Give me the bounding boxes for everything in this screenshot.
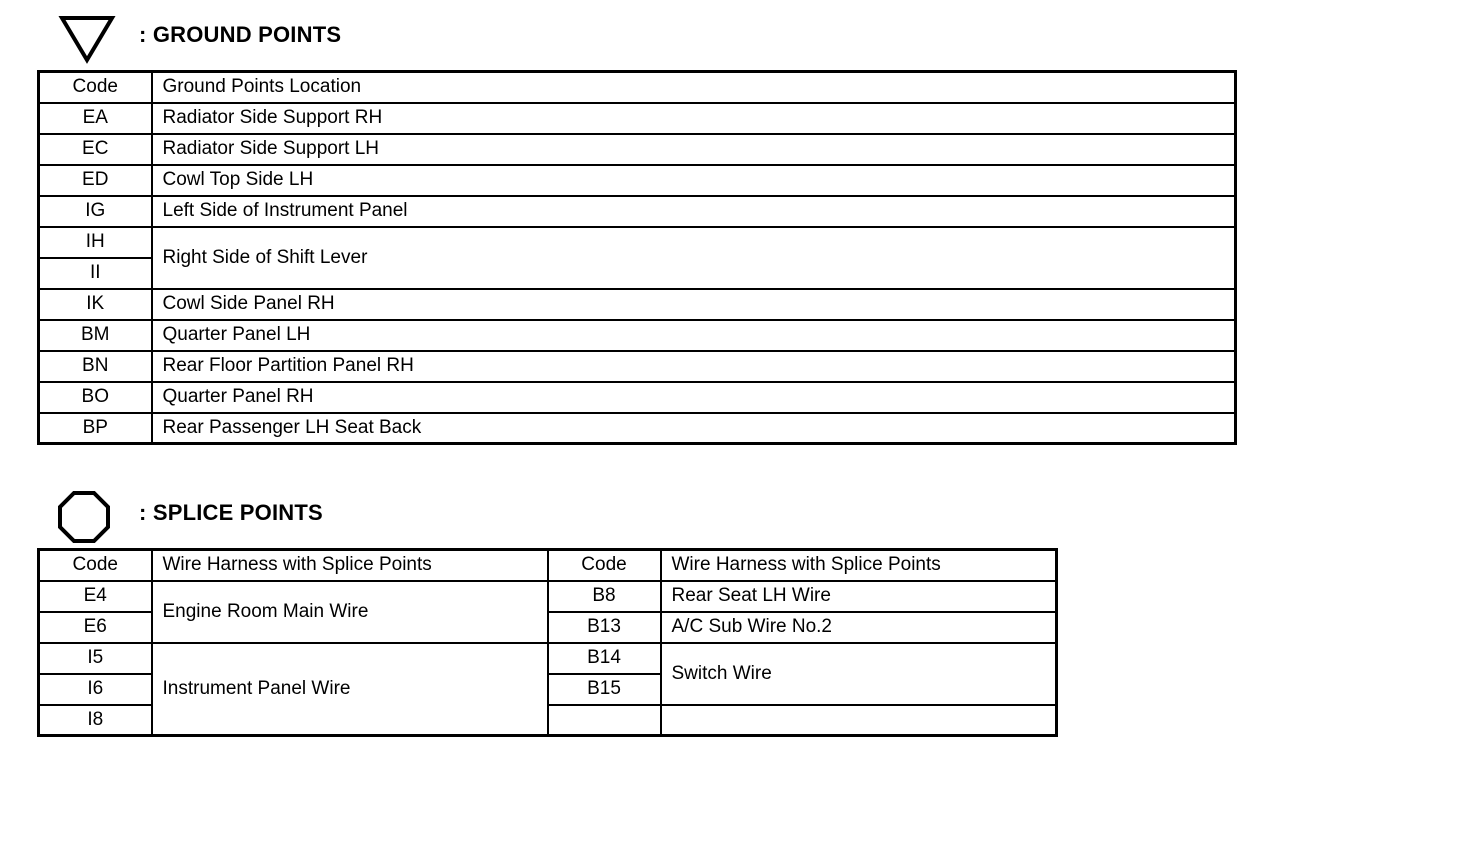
splice-harness: Engine Room Main Wire: [152, 581, 548, 643]
header-code: Code: [39, 72, 152, 103]
ground-location: Cowl Side Panel RH: [152, 289, 1236, 320]
splice-points-title: : SPLICE POINTS: [139, 500, 323, 525]
splice-harness: Instrument Panel Wire: [152, 643, 548, 736]
empty-cell: [661, 705, 1057, 736]
splice-code: B13: [548, 612, 661, 643]
ground-location: Right Side of Shift Lever: [152, 227, 1236, 289]
ground-code: EA: [39, 103, 152, 134]
table-row: [39, 643, 1057, 674]
ground-location: Radiator Side Support RH: [152, 103, 1236, 134]
table-row: [39, 289, 1236, 320]
ground-location: Left Side of Instrument Panel: [152, 196, 1236, 227]
table-row: [39, 351, 1236, 382]
octagon-icon: [57, 490, 111, 544]
ground-points-table: [37, 70, 1237, 445]
splice-code: B15: [548, 674, 661, 705]
splice-harness: Rear Seat LH Wire: [661, 581, 1057, 612]
splice-code: B8: [548, 581, 661, 612]
ground-location: Rear Passenger LH Seat Back: [152, 413, 1236, 444]
ground-code: IH: [39, 227, 152, 258]
table-row: [39, 103, 1236, 134]
ground-location: Cowl Top Side LH: [152, 165, 1236, 196]
table-row: [39, 165, 1236, 196]
table-row: [39, 382, 1236, 413]
ground-code: BM: [39, 320, 152, 351]
splice-code: I8: [39, 705, 152, 736]
ground-location: Rear Floor Partition Panel RH: [152, 351, 1236, 382]
ground-location: Quarter Panel RH: [152, 382, 1236, 413]
table-header-row: [39, 550, 1057, 581]
header-location: Ground Points Location: [152, 72, 1236, 103]
ground-code: BN: [39, 351, 152, 382]
table-header-row: [39, 72, 1236, 103]
empty-cell: [548, 705, 661, 736]
ground-location: Quarter Panel LH: [152, 320, 1236, 351]
header-harness-left: Wire Harness with Splice Points: [152, 550, 548, 581]
ground-code: IG: [39, 196, 152, 227]
splice-code: B14: [548, 643, 661, 674]
ground-points-title: : GROUND POINTS: [139, 22, 342, 47]
table-row: [39, 581, 1057, 612]
table-row: [39, 227, 1236, 258]
splice-points-table: [37, 548, 1058, 737]
table-row: [39, 413, 1236, 444]
table-row: [39, 134, 1236, 165]
ground-code: ED: [39, 165, 152, 196]
triangle-down-icon: [58, 14, 116, 64]
ground-location: Radiator Side Support LH: [152, 134, 1236, 165]
splice-code: I6: [39, 674, 152, 705]
header-code-left: Code: [39, 550, 152, 581]
table-row: [39, 196, 1236, 227]
splice-harness: A/C Sub Wire No.2: [661, 612, 1057, 643]
splice-code: I5: [39, 643, 152, 674]
ground-code: II: [39, 258, 152, 289]
ground-code: BP: [39, 413, 152, 444]
header-code-right: Code: [548, 550, 661, 581]
ground-code: EC: [39, 134, 152, 165]
ground-code: IK: [39, 289, 152, 320]
splice-code: E4: [39, 581, 152, 612]
header-harness-right: Wire Harness with Splice Points: [661, 550, 1057, 581]
splice-code: E6: [39, 612, 152, 643]
ground-code: BO: [39, 382, 152, 413]
table-row: [39, 320, 1236, 351]
splice-harness: Switch Wire: [661, 643, 1057, 705]
